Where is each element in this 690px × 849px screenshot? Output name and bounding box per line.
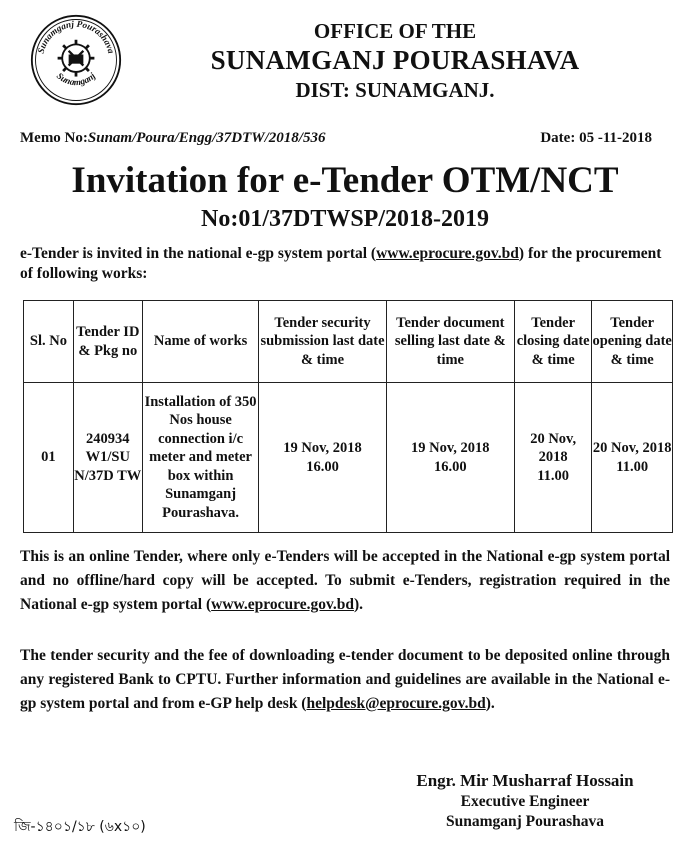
signature-block xyxy=(390,770,660,832)
table-row xyxy=(24,383,673,533)
eprocure-link[interactable]: www.eprocure.gov.bd xyxy=(376,245,519,262)
cell-name-of-works: Installation of 350 Nos house connection i/c meter and meter box within Sunamganj Pourashava. xyxy=(142,383,259,533)
helpdesk-email-link[interactable]: helpdesk@eprocure.gov.bd xyxy=(306,695,486,712)
header-name-of-works: Name of works xyxy=(142,301,259,383)
cell-closing: 20 Nov, 2018 11.00 xyxy=(514,383,591,533)
office-header xyxy=(125,18,665,104)
cell-opening: 20 Nov, 2018 11.00 xyxy=(592,383,673,533)
signatory-designation: Executive Engineer xyxy=(460,793,590,810)
district-line: DIST: SUNAMGANJ. xyxy=(295,78,495,102)
signatory-name: Engr. Mir Musharraf Hossain xyxy=(416,771,634,790)
pourashava-seal-logo xyxy=(30,14,122,106)
security-fee-paragraph: The tender security and the fee of downloading e-tender document to be deposited online through any registered Bank to CPTU. Further information and guidelines are available in the National e-gp system portal and from e-GP help desk (helpdesk@eprocure.gov.bd). xyxy=(20,647,670,712)
memo-row xyxy=(20,130,670,147)
svg-text:Sunamganj Pourashava: Sunamganj Pourashava xyxy=(35,18,117,55)
header-closing: Tender closing date & time xyxy=(514,301,591,383)
cell-document: 19 Nov, 2018 16.00 xyxy=(386,383,514,533)
eprocure-link-2[interactable]: www.eprocure.gov.bd xyxy=(211,596,354,613)
header-tender-id: Tender ID & Pkg no xyxy=(73,301,142,383)
header-sl: Sl. No xyxy=(24,301,74,383)
header-security: Tender security submission last date & time xyxy=(259,301,386,383)
memo-date: Date: 05 -11-2018 xyxy=(540,130,652,146)
office-line: OFFICE OF THE xyxy=(313,19,477,43)
signatory-office: Sunamganj Pourashava xyxy=(445,813,605,830)
tender-number: No:01/37DTWSP/2018-2019 xyxy=(201,206,489,232)
cell-sl: 01 xyxy=(24,383,74,533)
header-opening: Tender opening date & time xyxy=(592,301,673,383)
cell-tender-id: 240934 W1/SU N/37D TW xyxy=(73,383,142,533)
memo-number: Memo No:Sunam/Poura/Engg/37DTW/2018/536 xyxy=(20,130,326,146)
publication-reference: জি-১৪০১/১৮ (৬x১০) xyxy=(14,819,146,835)
page-title: Invitation for e-Tender OTM/NCT xyxy=(71,160,619,201)
cell-security: 19 Nov, 2018 16.00 xyxy=(259,383,386,533)
table-header-row xyxy=(24,301,673,383)
tender-table xyxy=(23,300,673,533)
online-tender-paragraph: This is an online Tender, where only e-Tenders will be accepted in the National e-gp system portal and no offline/hard copy will be accepted. To submit e-Tenders, registration required in the National e-gp system portal (www.eprocure.gov.bd). xyxy=(20,548,670,613)
header-document: Tender document selling last date & time xyxy=(386,301,514,383)
office-name: SUNAMGANJ POURASHAVA xyxy=(210,45,580,75)
intro-text: e-Tender is invited in the national e-gp system portal (www.eprocure.gov.bd) for the procurement of following works: xyxy=(20,245,662,282)
svg-text:Sunamganj: Sunamganj xyxy=(54,70,98,88)
